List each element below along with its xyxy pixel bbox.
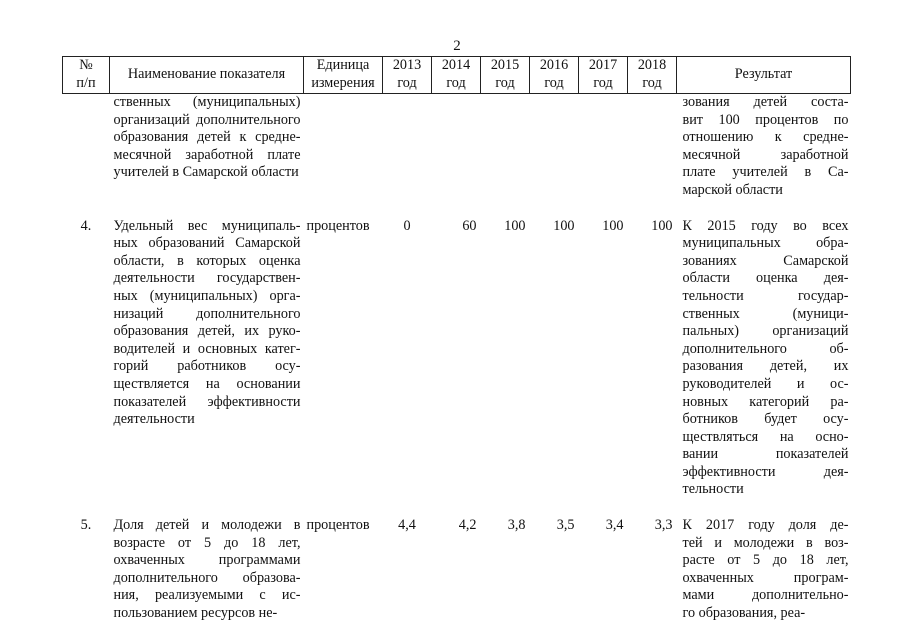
indicator-name-line: ния, реализуемыми с ис- [113, 587, 301, 604]
result-line: отношению к средне- [682, 129, 849, 146]
indicator-name-line: месячной заработной плате [113, 146, 301, 163]
indicator-name-line: водителей и основных катег- [113, 340, 301, 357]
result-line: мами дополнительно- [682, 587, 849, 604]
indicator-name-line: деятельности [113, 411, 195, 428]
result-line: вит 100 процентов по [682, 111, 849, 128]
result-line: К 2015 году во всех [682, 217, 849, 234]
row-number: 5. [80, 517, 92, 534]
value-2015: 3,8 [507, 517, 526, 534]
indicator-name [110, 200, 304, 500]
result-text [677, 200, 851, 500]
result-line: плате учителей в Са- [682, 164, 849, 181]
indicator-name-line: ных образований Самарской [113, 235, 301, 252]
value-2015: 100 [504, 217, 526, 234]
value-2014: 60 [462, 217, 477, 234]
header-year-2018: 2018 год [628, 57, 677, 94]
value-2014 [432, 94, 481, 200]
indicator-name-line: ных (муниципальных) орга- [113, 287, 301, 304]
value-2013: 4,4 [398, 517, 416, 534]
header-name: Наименование показателя [110, 57, 304, 94]
result-line: тельности [682, 481, 744, 498]
indicators-table [62, 56, 851, 623]
indicator-name-line: ственных (муниципальных) [113, 94, 301, 110]
result-line: вании показателей [682, 446, 849, 463]
indicator-name-line: дополнительного образова- [113, 569, 301, 586]
result-text [677, 94, 851, 200]
result-line: пальных) организаций [682, 323, 849, 340]
value-2016 [530, 94, 579, 200]
unit-of-measure: процентов [306, 217, 370, 234]
result-line: разования детей, их [682, 358, 849, 375]
indicator-name-line: образования детей к средне- [113, 129, 301, 146]
result-line: ственных (муници- [682, 305, 849, 322]
value-2017 [579, 94, 628, 200]
indicator-name-line: деятельности государствен- [113, 270, 301, 287]
indicator-name-line: горий работников осу- [113, 358, 301, 375]
header-result: Результат [677, 57, 851, 94]
table-row [63, 499, 851, 623]
table-row [63, 94, 851, 200]
result-line: новных категорий ра- [682, 393, 849, 410]
indicator-name-line: учителей в Самарской области [113, 164, 299, 181]
value-2013: 0 [403, 217, 411, 234]
result-line: расте от 5 до 18 лет, [682, 552, 849, 569]
result-line: тельности государ- [682, 287, 849, 304]
result-text [677, 499, 851, 623]
header-year-2015: 2015 год [481, 57, 530, 94]
value-2016: 3,5 [556, 517, 575, 534]
indicator-name-line: охваченных программами [113, 552, 301, 569]
header-year-2017: 2017 год [579, 57, 628, 94]
result-line: дополнительного об- [682, 340, 849, 357]
indicator-name [110, 94, 304, 200]
result-line: зования детей соста- [682, 94, 849, 110]
indicator-name-line: образования детей, их руко- [113, 323, 301, 340]
result-line: эффективности дея- [682, 463, 849, 480]
value-2018: 3,3 [654, 517, 673, 534]
value-2017: 100 [602, 217, 624, 234]
indicator-name-line: области, в которых оценка [113, 252, 301, 269]
result-line: области оценка дея- [682, 270, 849, 287]
value-2017: 3,4 [605, 517, 624, 534]
value-2014: 4,2 [458, 517, 477, 534]
indicator-name-line: Удельный вес муниципаль- [113, 217, 301, 234]
header-year-2013: 2013 год [383, 57, 432, 94]
header-unit: Единица измерения [304, 57, 383, 94]
value-2013 [383, 94, 432, 200]
value-2018 [628, 94, 677, 200]
table-row [63, 200, 851, 500]
indicator-name-line: низаций дополнительного [113, 305, 301, 322]
unit-of-measure [304, 94, 383, 200]
unit-of-measure: процентов [306, 517, 370, 534]
indicator-name-line: ществляется на основании [113, 375, 301, 392]
indicator-name-line: пользованием ресурсов не- [113, 605, 278, 622]
indicator-name-line: возрасте от 5 до 18 лет, [113, 534, 301, 551]
result-line: муниципальных обра- [682, 235, 849, 252]
result-line: месячной заработной [682, 146, 849, 163]
header-year-2016: 2016 год [530, 57, 579, 94]
result-line: ществляться на осно- [682, 428, 849, 445]
header-year-2014: 2014 год [432, 57, 481, 94]
value-2018: 100 [651, 217, 673, 234]
result-line: ботников будет осу- [682, 411, 849, 428]
indicator-name-line: показателей эффективности [113, 393, 301, 410]
row-number [63, 94, 110, 200]
table-header-row [63, 57, 851, 94]
header-num: № п/п [63, 57, 110, 94]
result-line: го образования, реа- [682, 605, 806, 622]
result-line: зованиях Самарской [682, 252, 849, 269]
value-2016: 100 [553, 217, 575, 234]
indicator-name-line: организаций дополнительного [113, 111, 301, 128]
result-line: марской области [682, 181, 783, 198]
value-2015 [481, 94, 530, 200]
result-line: К 2017 году доля де- [682, 517, 849, 534]
result-line: руководителей и ос- [682, 375, 849, 392]
page-number: 2 [453, 38, 461, 54]
indicator-name-line: Доля детей и молодежи в [113, 517, 301, 534]
indicator-name [110, 499, 304, 623]
row-number: 4. [80, 217, 92, 234]
result-line: охваченных програм- [682, 569, 849, 586]
result-line: тей и молодежи в воз- [682, 534, 849, 551]
